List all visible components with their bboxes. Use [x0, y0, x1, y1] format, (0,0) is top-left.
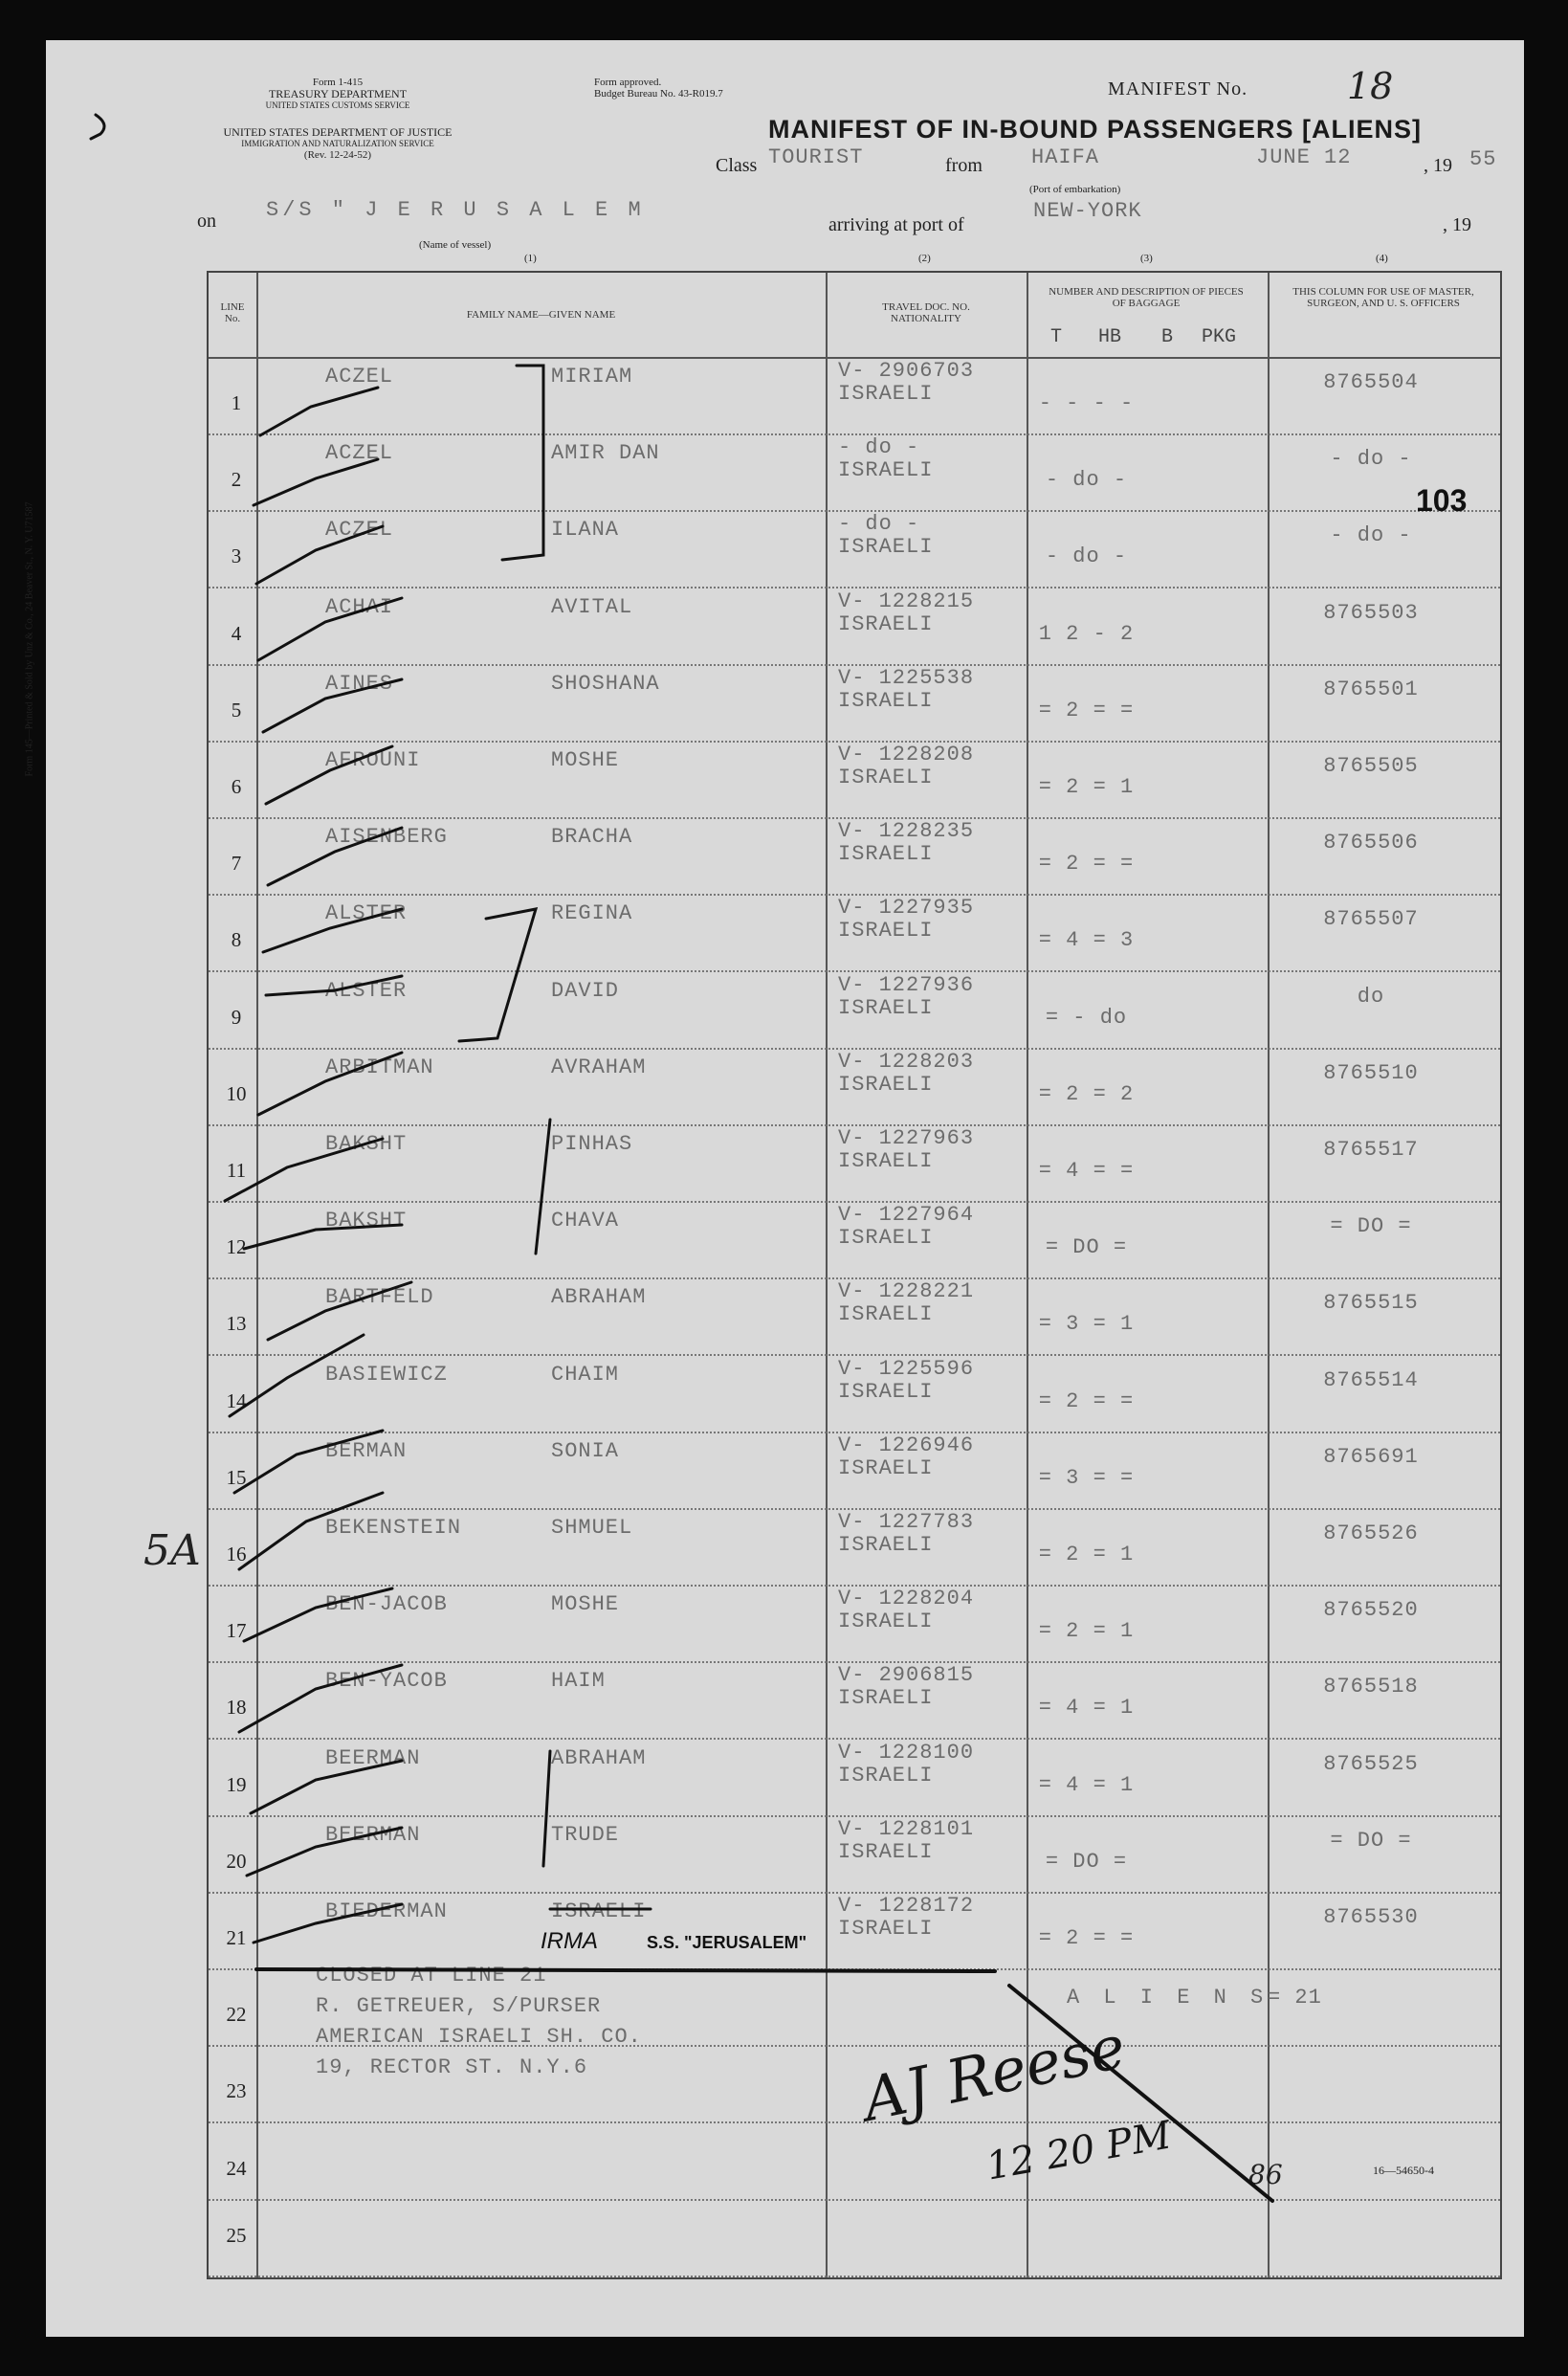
baggage-count: = 2 = = — [1038, 1388, 1135, 1413]
form-approved: Form approved. — [594, 77, 662, 88]
check-mark — [256, 526, 383, 584]
family-bracket — [543, 1751, 550, 1866]
family-name: BIEDERMAN — [325, 1899, 448, 1923]
baggage-count: = 2 = = — [1038, 852, 1135, 877]
officer-number: 8765518 — [1323, 1675, 1419, 1699]
given-name: ABRAHAM — [551, 1285, 647, 1310]
col3-caption: (3) — [1140, 253, 1153, 264]
line-number: 23 — [226, 2079, 247, 2103]
nationality: ISRAELI — [838, 1917, 934, 1941]
header-officers: THIS COLUMN FOR USE OF MASTER, SURGEON, AND U. S. OFFICERS — [1292, 286, 1474, 309]
sub-t: T — [1050, 326, 1063, 348]
baggage-count: = DO = — [1045, 1849, 1128, 1874]
baggage-count: = 2 = = — [1038, 698, 1135, 722]
time-note: 12 20 PM — [983, 2113, 1175, 2189]
nationality: ISRAELI — [838, 1686, 934, 1711]
line-number: 1 — [231, 391, 242, 414]
nationality: ISRAELI — [838, 611, 934, 636]
vessel-caption: (Name of vessel) — [419, 239, 492, 251]
travel-doc-no: - do - — [838, 512, 920, 537]
family-name: ACZEL — [325, 518, 394, 543]
given-name: DAVID — [551, 978, 620, 1003]
header-travel-doc: TRAVEL DOC. NO. NATIONALITY — [882, 301, 970, 324]
travel-doc-no: - do - — [838, 435, 920, 460]
baggage-count: = 2 = = — [1038, 1926, 1135, 1950]
baggage-count: - do - — [1045, 468, 1128, 493]
arrival-port: NEW-YORK — [1033, 199, 1142, 223]
check-mark — [266, 746, 392, 804]
family-name: ALSTER — [325, 901, 408, 926]
nationality: ISRAELI — [838, 535, 934, 560]
baggage-count: = DO = — [1045, 1235, 1128, 1260]
baggage-count: = 4 = 1 — [1038, 1696, 1135, 1721]
travel-doc-no: V- 1227936 — [838, 972, 975, 997]
family-name: BEN-YACOB — [325, 1669, 448, 1694]
travel-doc-no: V- 1225596 — [838, 1356, 975, 1381]
travel-doc-no: V- 1228172 — [838, 1894, 975, 1918]
baggage-count: - - - - — [1038, 391, 1135, 415]
travel-doc-no: V- 1228101 — [838, 1816, 975, 1841]
nationality: ISRAELI — [838, 1610, 934, 1634]
line-number: 25 — [226, 2223, 247, 2247]
col4-caption: (4) — [1376, 253, 1388, 264]
family-name: BAKSHT — [325, 1132, 408, 1156]
vessel-name: S/S " J E R U S A L E M — [266, 198, 645, 222]
nationality: ISRAELI — [838, 842, 934, 867]
header-name: FAMILY NAME—GIVEN NAME — [466, 309, 616, 321]
baggage-count: - do - — [1045, 544, 1128, 569]
line-number: 6 — [231, 775, 242, 798]
given-name: MOSHE — [551, 1592, 620, 1617]
line-number: 4 — [231, 621, 242, 645]
officer-number: 8765525 — [1323, 1751, 1419, 1776]
check-mark — [254, 459, 378, 505]
officer-number: 8765530 — [1323, 1905, 1419, 1929]
class-value: TOURIST — [768, 145, 864, 169]
header-line-no: LINE No. — [220, 301, 245, 324]
given-name: SHOSHANA — [551, 671, 660, 696]
given-name: SONIA — [551, 1438, 620, 1463]
officer-number: 8765691 — [1323, 1444, 1419, 1469]
check-mark — [239, 1665, 402, 1732]
aliens-count: = 21 — [1268, 1986, 1322, 2010]
family-name: BARTFELD — [325, 1285, 434, 1310]
check-mark — [244, 1225, 402, 1249]
travel-doc-no: V- 1227964 — [838, 1203, 975, 1228]
line-number: 3 — [231, 544, 242, 568]
nationality: ISRAELI — [838, 766, 934, 789]
baggage-count: = 4 = = — [1038, 1159, 1135, 1183]
nationality: ISRAELI — [838, 458, 934, 483]
given-name: ILANA — [551, 518, 620, 543]
check-mark — [230, 1335, 364, 1416]
line-number: 2 — [231, 468, 242, 492]
travel-doc-no: V- 1228208 — [838, 743, 975, 766]
print-code: 16—54650-4 — [1373, 2164, 1434, 2177]
manifest-title: MANIFEST OF IN-BOUND PASSENGERS [ALIENS] — [768, 115, 1423, 144]
baggage-count: = 2 = 1 — [1038, 775, 1135, 799]
travel-doc-no: V- 1227783 — [838, 1510, 975, 1534]
signature: AJ Reese — [856, 2010, 1132, 2136]
family-name: ACZEL — [325, 365, 394, 389]
given-name: CHAVA — [551, 1209, 620, 1233]
officer-number: 8765507 — [1323, 907, 1419, 932]
date-value: JUNE 12 — [1256, 145, 1352, 169]
nationality: ISRAELI — [838, 1149, 934, 1173]
line-number: 11 — [226, 1159, 247, 1182]
family-name: BERMAN — [325, 1438, 408, 1463]
officer-number: 8765503 — [1323, 600, 1419, 625]
travel-doc-no: V- 1228221 — [838, 1279, 975, 1304]
check-mark — [247, 1828, 402, 1876]
travel-doc-no: V- 1228204 — [838, 1587, 975, 1611]
travel-doc-no: V- 1228215 — [838, 588, 975, 613]
nationality: ISRAELI — [838, 1533, 934, 1557]
line-number: 17 — [226, 1619, 247, 1643]
nationality: ISRAELI — [838, 688, 934, 713]
baggage-count: = 2 = 2 — [1038, 1081, 1135, 1106]
family-name: BASIEWICZ — [325, 1362, 448, 1387]
family-name: AINES — [325, 671, 394, 696]
revision: (Rev. 12-24-52) — [303, 149, 372, 161]
company-line: AMERICAN ISRAELI SH. CO. — [316, 2025, 642, 2049]
given-name: ISRAELI — [551, 1899, 647, 1923]
check-mark — [225, 1139, 383, 1201]
family-name: BEKENSTEIN — [325, 1516, 462, 1540]
officer-number: 8765501 — [1323, 677, 1419, 701]
line-number: 12 — [226, 1235, 247, 1259]
baggage-count: = 2 = 1 — [1038, 1543, 1135, 1566]
diagonal-mark — [1009, 1986, 1272, 2201]
travel-doc-no: V- 1225538 — [838, 665, 975, 690]
line-number: 15 — [226, 1465, 247, 1489]
nationality: ISRAELI — [838, 1226, 934, 1251]
justice-dept: UNITED STATES DEPARTMENT OF JUSTICE — [223, 125, 453, 139]
travel-doc-no: V- 1226946 — [838, 1432, 975, 1457]
check-mark — [239, 1493, 383, 1569]
line-number: 24 — [226, 2156, 247, 2180]
col1-caption: (1) — [524, 253, 537, 264]
given-name: CHAIM — [551, 1362, 620, 1387]
line-number: 10 — [226, 1081, 247, 1105]
class-label: Class — [716, 155, 758, 176]
baggage-count: = - do — [1045, 1005, 1128, 1030]
given-name: AVITAL — [551, 594, 633, 619]
check-mark — [263, 679, 402, 732]
line-number: 20 — [226, 1849, 247, 1873]
family-name: BEN-JACOB — [325, 1592, 448, 1617]
line-number: 21 — [226, 1926, 247, 1949]
officer-number: 8765526 — [1323, 1521, 1419, 1545]
baggage-count: = 3 = = — [1038, 1465, 1135, 1490]
line-number: 22 — [226, 2003, 247, 2027]
budget-bureau: Budget Bureau No. 43-R019.7 — [594, 88, 723, 100]
line-number: 16 — [226, 1543, 247, 1565]
given-name: REGINA — [551, 901, 633, 926]
from-value: HAIFA — [1031, 145, 1100, 169]
officer-number: 8765514 — [1323, 1367, 1419, 1392]
treasury-dept: TREASURY DEPARTMENT — [268, 87, 408, 100]
travel-doc-no: V- 1227963 — [838, 1126, 975, 1150]
ins-service: IMMIGRATION AND NATURALIZATION SERVICE — [241, 139, 434, 148]
officer-number: 8765517 — [1323, 1138, 1419, 1162]
form-number: Form 1-415 — [312, 77, 364, 88]
family-name: BEERMAN — [325, 1745, 421, 1770]
officer-number: 8765504 — [1323, 370, 1419, 394]
officer-number: = DO = — [1330, 1214, 1412, 1239]
arriving-label: arriving at port of — [828, 214, 964, 235]
line-number: 7 — [231, 852, 242, 876]
col2-caption: (2) — [918, 253, 931, 264]
travel-doc-no: V- 1228203 — [838, 1049, 975, 1074]
closing-line — [256, 1969, 995, 1971]
year-value: 55 — [1469, 147, 1497, 171]
nationality: ISRAELI — [838, 919, 934, 944]
from-label: from — [945, 155, 983, 176]
line-number: 19 — [226, 1772, 247, 1796]
family-bracket — [502, 366, 543, 560]
check-mark — [263, 909, 402, 952]
nationality: ISRAELI — [838, 1455, 934, 1480]
check-mark — [258, 1053, 402, 1115]
family-bracket — [536, 1120, 550, 1254]
officer-number: - do - — [1330, 447, 1412, 472]
family-name: ACZEL — [325, 441, 394, 466]
check-mark — [260, 388, 378, 435]
nationality: ISRAELI — [838, 1072, 934, 1097]
officer-number: - do - — [1330, 523, 1412, 548]
officer-number: 8765505 — [1323, 754, 1419, 778]
ship-stamp: S.S. "JERUSALEM" — [647, 1933, 807, 1952]
travel-doc-no: V- 2906703 — [838, 359, 975, 383]
officer-number: 8765520 — [1323, 1598, 1419, 1623]
sub-hb: HB — [1098, 326, 1122, 348]
given-name: PINHAS — [551, 1132, 633, 1156]
given-name: BRACHA — [551, 825, 633, 850]
bottom-number: 86 — [1248, 2159, 1283, 2190]
line-number: 13 — [226, 1312, 247, 1336]
family-name: BAKSHT — [325, 1209, 408, 1233]
port-embark-caption: (Port of embarkation) — [1029, 184, 1121, 195]
family-name: ALSTER — [325, 978, 408, 1003]
side-print: Form 145—Printed & Sold by Unz & Co., 24 Beaver St., N. Y. U71587 — [24, 501, 35, 777]
officer-number: 8765515 — [1323, 1291, 1419, 1316]
family-name: BEERMAN — [325, 1822, 421, 1847]
year2-label: , 19 — [1443, 214, 1471, 235]
family-name: ACHAI — [325, 594, 394, 619]
travel-doc-no: V- 1228100 — [838, 1740, 975, 1765]
family-name: AISENBERG — [325, 825, 448, 850]
nationality: ISRAELI — [838, 1763, 934, 1788]
nationality: ISRAELI — [838, 1379, 934, 1404]
baggage-count: = 4 = 3 — [1038, 928, 1135, 953]
nationality: ISRAELI — [838, 1839, 934, 1864]
baggage-count: = 4 = 1 — [1038, 1772, 1135, 1797]
line-number: 9 — [231, 1005, 242, 1029]
given-name: AVRAHAM — [551, 1055, 647, 1079]
check-mark — [266, 976, 402, 995]
on-label: on — [197, 211, 216, 232]
given-name: SHMUEL — [551, 1516, 633, 1540]
check-mark — [254, 1904, 402, 1943]
corner-mark — [91, 115, 104, 139]
sheet-number: 103 — [1416, 483, 1468, 518]
manifest-no-value: 18 — [1347, 65, 1394, 107]
aliens-label: A L I E N S — [1067, 1986, 1270, 2010]
year-prefix: , 19 — [1424, 155, 1452, 176]
line-number: 8 — [231, 928, 242, 952]
irma-note: IRMA — [541, 1928, 598, 1954]
baggage-count: = 3 = 1 — [1038, 1312, 1135, 1337]
check-mark — [258, 598, 402, 660]
given-name: ABRAHAM — [551, 1745, 647, 1770]
given-name: AMIR DAN — [551, 441, 660, 466]
officer-number: = DO = — [1330, 1828, 1412, 1853]
sub-b: B — [1161, 326, 1174, 348]
line-number: 18 — [226, 1696, 247, 1720]
line-number: 5 — [231, 698, 242, 722]
customs-service: UNITED STATES CUSTOMS SERVICE — [265, 100, 410, 110]
header-baggage: NUMBER AND DESCRIPTION OF PIECES OF BAGGAGE — [1049, 286, 1244, 309]
family-bracket — [459, 909, 536, 1041]
check-mark — [268, 1282, 411, 1340]
given-name: TRUDE — [551, 1822, 620, 1847]
travel-doc-no: V- 1228235 — [838, 819, 975, 844]
sub-pkg: PKG — [1202, 326, 1237, 348]
officer-number: 8765506 — [1323, 831, 1419, 855]
family-name: AFROUNI — [325, 748, 421, 772]
family-name: ARBITMAN — [325, 1055, 434, 1079]
closed-line: CLOSED AT LINE 21 — [316, 1964, 547, 1987]
given-name: MIRIAM — [551, 365, 633, 389]
given-name: HAIM — [551, 1669, 606, 1694]
line-number: 14 — [226, 1388, 247, 1412]
check-mark — [244, 1588, 392, 1641]
officer-number: 8765510 — [1323, 1060, 1419, 1085]
margin-note: 5A — [144, 1526, 201, 1575]
manifest-no-label: MANIFEST No. — [1108, 78, 1248, 100]
nationality: ISRAELI — [838, 995, 934, 1020]
baggage-count: 1 2 - 2 — [1038, 621, 1135, 646]
travel-doc-no: V- 1227935 — [838, 896, 975, 921]
nationality: ISRAELI — [838, 382, 934, 406]
check-mark — [234, 1431, 383, 1493]
purser-line: R. GETREUER, S/PURSER — [316, 1994, 602, 2018]
officer-number: do — [1357, 984, 1385, 1009]
check-mark — [251, 1761, 402, 1813]
nationality: ISRAELI — [838, 1302, 934, 1327]
travel-doc-no: V- 2906815 — [838, 1663, 975, 1688]
address-line: 19, RECTOR ST. N.Y.6 — [316, 2055, 588, 2079]
check-mark — [268, 828, 402, 885]
baggage-count: = 2 = 1 — [1038, 1619, 1135, 1644]
given-name: MOSHE — [551, 748, 620, 772]
